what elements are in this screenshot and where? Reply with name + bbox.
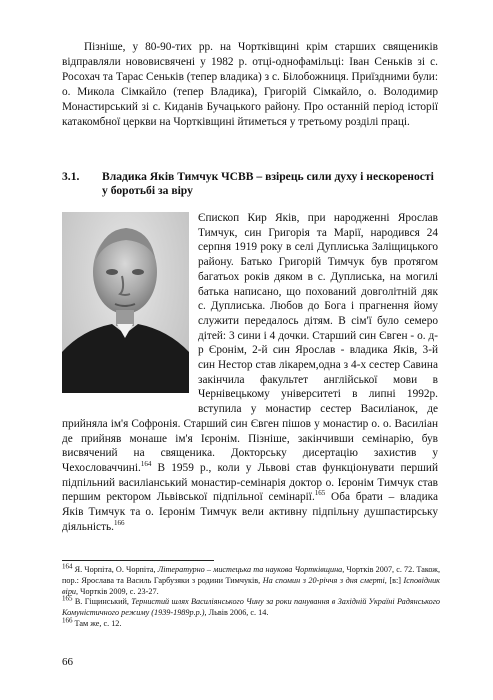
footnote-ref-166[interactable]: 166: [113, 519, 125, 527]
biography-text-2: В 1959 р., коли у Львові став функціонувати перший підпільний василіанський монастир-семінарія доктор о. Ієронім Тимчук став першим ректором Львівської підпільної семінарії.: [62, 461, 438, 504]
footnotes: [62, 562, 440, 630]
biography-text-1: Єпископ Кир Яків, при народженні Ярослав Тимчук, син Григорія та Марії, народився 24 серпня 1919 року в селі Дуплиська Заліщицького району. Батько Григорій Тимчук був протягом багатьох років дяком в с. Дуплиська, на могилі батька написано, що похований довголітній дяк с. Дуплиська. Любов до Бога і прагнення йому служити передалось дітям. В сім'ї було семеро дітей: 3 сини і 4 дочки. Старший син Євген - о. д-р Єронім, 2-й син Ярослав - владика Яків, 3-й син Нестор став лікарем,одна з 4-х сестер Савина закінчила факультет англійської мови в Чернівецькому університеті в липні 1992р. вступила у монастир сестер Василіанок, де прийняла ім'я Софронія. Старший син Євген пішов у монастир о. о. Василіан де прийняв монаше ім'я Ієронім. Пізніше, закінчивши семінарію, був висвячений на священика. Докторську дисертацію захистив у Чехословаччині.: [62, 212, 438, 474]
footnote-165: $^{165}$ В. Гіщинський, Тернистий шлях Василіянського Чину за роки панування в Західній Україні Радянського Комуністичного режиму (1939-1989р.р.), Львів 2006, с. 14.: [62, 594, 440, 618]
section-number: 3.1.: [62, 170, 80, 183]
section-title: Владика Яків Тимчук ЧСВВ – взірець сили духу і нескореності у боротьбі за віру: [102, 170, 434, 197]
biography-text-3: Оба брати – владика Яків Тимчук та о. Ієронім Тимчук вели активну підпільну душпастирську діяльність.: [62, 491, 438, 533]
footnote-ref-165[interactable]: 165: [314, 489, 326, 498]
page-number: 66: [62, 656, 73, 668]
paragraph-intro: Пізніше, у 80-90-тих рр. на Чортківщині крім старших священиків відправляли нововисвячені у 1982 р. отці-однофамільці: Іван Сеньків зі с. Росохач та Тарас Сеньків (тепер владика) з с. Білобожниця. Приїздними були: о. Микола Сімкайло (тепер Владика), Григорій Сімкайло, о. Володимир Монастирський зі с. Киданів Бучацького району. Про останній період історії катакомбної церкви на Чортківщині йтиметься у третьому розділі праці.: [62, 41, 438, 128]
footnote-166: $^{166}$ Там же, с. 12.: [62, 616, 122, 628]
paragraph-biography: [62, 211, 438, 534]
footnote-164: $^{164}$ Я. Чорпіта, О. Чорпіта, Літературно – мистецька та наукова Чортківщина, Чортків 2007, с. 72. Також, пор.: Ярослава та Василь Гарбузяки з родини Тимчуків, На спомин з 20-річчя з дня смерті, [в:] Ісповідник віри, Чортків 2009, с. 23-27.: [62, 562, 440, 596]
footnote-divider: [62, 560, 214, 561]
footnote-ref-164[interactable]: 164: [140, 460, 152, 469]
